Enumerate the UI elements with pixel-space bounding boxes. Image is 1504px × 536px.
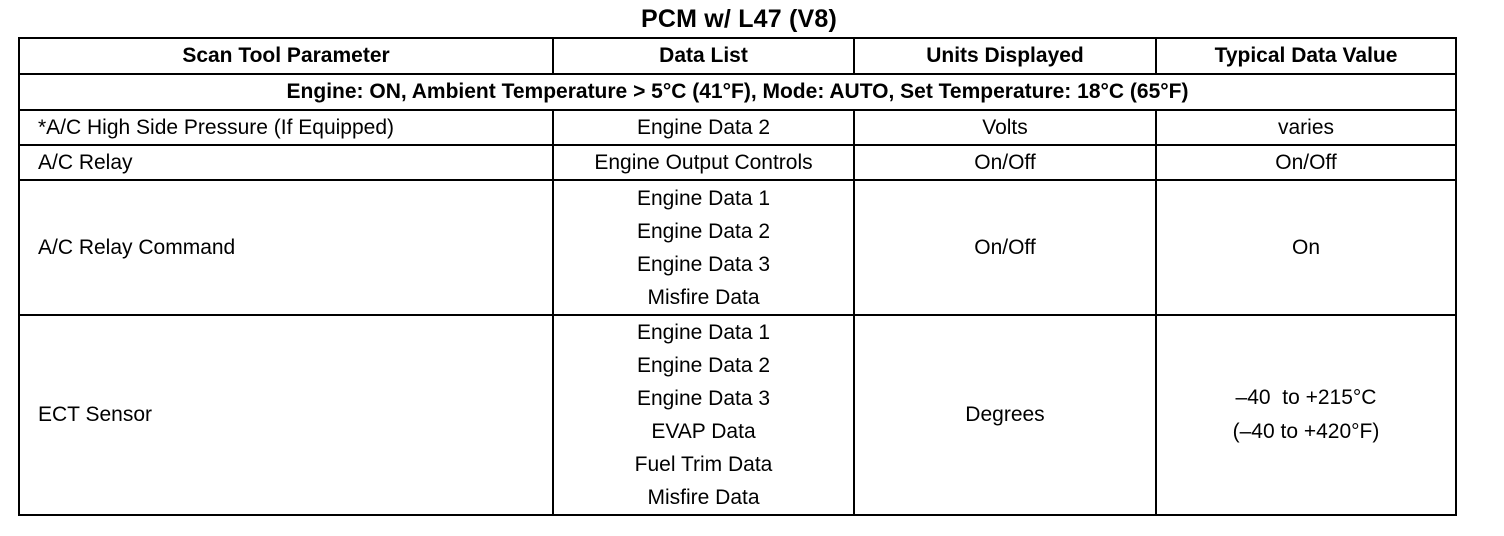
datalist-item: Engine Data 2 bbox=[636, 219, 771, 243]
typical-value: (–40 to +420°F) bbox=[1232, 420, 1380, 443]
datalist-item: Misfire Data bbox=[647, 285, 760, 309]
page-title: PCM w/ L47 (V8) bbox=[640, 5, 838, 33]
datalist-cell bbox=[553, 110, 854, 145]
units-cell: On/Off bbox=[854, 145, 1156, 180]
param-cell: A/C Relay Command bbox=[19, 180, 553, 315]
datalist-item: EVAP Data bbox=[651, 420, 756, 443]
typical-cell bbox=[1156, 145, 1456, 180]
table-row bbox=[19, 180, 1456, 315]
datalist-item: Engine Output Controls bbox=[594, 150, 813, 174]
header-row bbox=[19, 38, 1456, 74]
typical-value: –40 to +215°C bbox=[1235, 386, 1377, 409]
units-cell: Volts bbox=[854, 110, 1156, 145]
table-row bbox=[19, 315, 1456, 515]
typical-value: varies bbox=[1277, 115, 1335, 139]
datalist-item: Engine Data 2 bbox=[636, 354, 771, 377]
operating-condition: Engine: ON, Ambient Temperature > 5°C (41°F), Mode: AUTO, Set Temperature: 18°C (65°F) bbox=[19, 74, 1456, 110]
typical-value: On/Off bbox=[1275, 150, 1337, 174]
header-scan-tool-parameter: Scan Tool Parameter bbox=[19, 38, 553, 74]
datalist-cell bbox=[553, 180, 854, 315]
typical-cell bbox=[1156, 315, 1456, 515]
datalist-item: Engine Data 3 bbox=[636, 387, 771, 410]
datalist-item: Engine Data 2 bbox=[636, 115, 771, 139]
datalist-item: Fuel Trim Data bbox=[634, 453, 773, 476]
header-data-list: Data List bbox=[553, 38, 854, 74]
param-cell: *A/C High Side Pressure (If Equipped) bbox=[19, 110, 553, 145]
typical-cell bbox=[1156, 180, 1456, 315]
param-cell: A/C Relay bbox=[19, 145, 553, 180]
header-units-displayed: Units Displayed bbox=[854, 38, 1156, 74]
scan-tool-data-table bbox=[18, 37, 1457, 516]
datalist-item: Engine Data 3 bbox=[636, 252, 771, 276]
datalist-item: Engine Data 1 bbox=[636, 186, 771, 210]
units-cell: Degrees bbox=[854, 315, 1156, 515]
typical-cell bbox=[1156, 110, 1456, 145]
datalist-cell bbox=[553, 315, 854, 515]
table-row bbox=[19, 145, 1456, 180]
datalist-item: Misfire Data bbox=[647, 486, 760, 509]
table-row bbox=[19, 110, 1456, 145]
datalist-cell bbox=[553, 145, 854, 180]
units-cell: On/Off bbox=[854, 180, 1156, 315]
condition-row bbox=[19, 74, 1456, 110]
datalist-item: Engine Data 1 bbox=[636, 321, 771, 344]
typical-value: On bbox=[1291, 235, 1320, 259]
header-typical-data-value: Typical Data Value bbox=[1156, 38, 1456, 74]
param-cell: ECT Sensor bbox=[19, 315, 553, 515]
